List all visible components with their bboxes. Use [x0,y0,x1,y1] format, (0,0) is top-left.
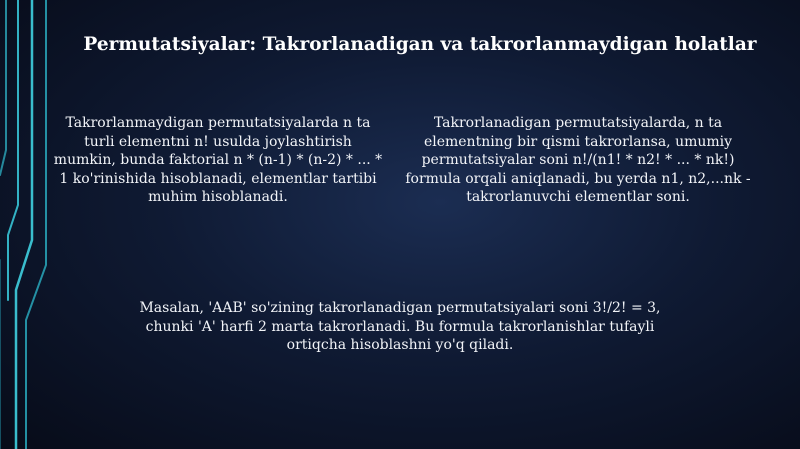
paragraph-repeating: Takrorlanadigan permutatsiyalarda, n ta elementning bir qismi takrorlansa, umumiy permutatsiyalar soni n!/(n1! * n2! * ... * nk!) formula orqali aniqlanadi, bu yerda n1, n2,...nk - takrorlanuvchi elementlar soni. [405,115,751,205]
paragraph-example: Masalan, 'AAB' so'zining takrorlanadigan permutatsiyalari soni 3!/2! = 3, chunki 'A' harfi 2 marta takrorlanadi. Bu formula takrorlanishlar tufayli ortiqcha hisoblashni yo'q qiladi. [139,300,661,353]
paragraph-non-repeating: Takrorlanmaydigan permutatsiyalarda n ta turli elementni n! usulda joylashtirish mumkin, bunda faktorial n * (n-1) * (n-2) * ... * 1 ko'rinishida hisoblanadi, elementlar tartibi muhim hisoblanadi. [53,115,383,205]
slide-title: Permutatsiyalar: Takrorlanadigan va takrorlanmaydigan holatlar [83,34,757,55]
